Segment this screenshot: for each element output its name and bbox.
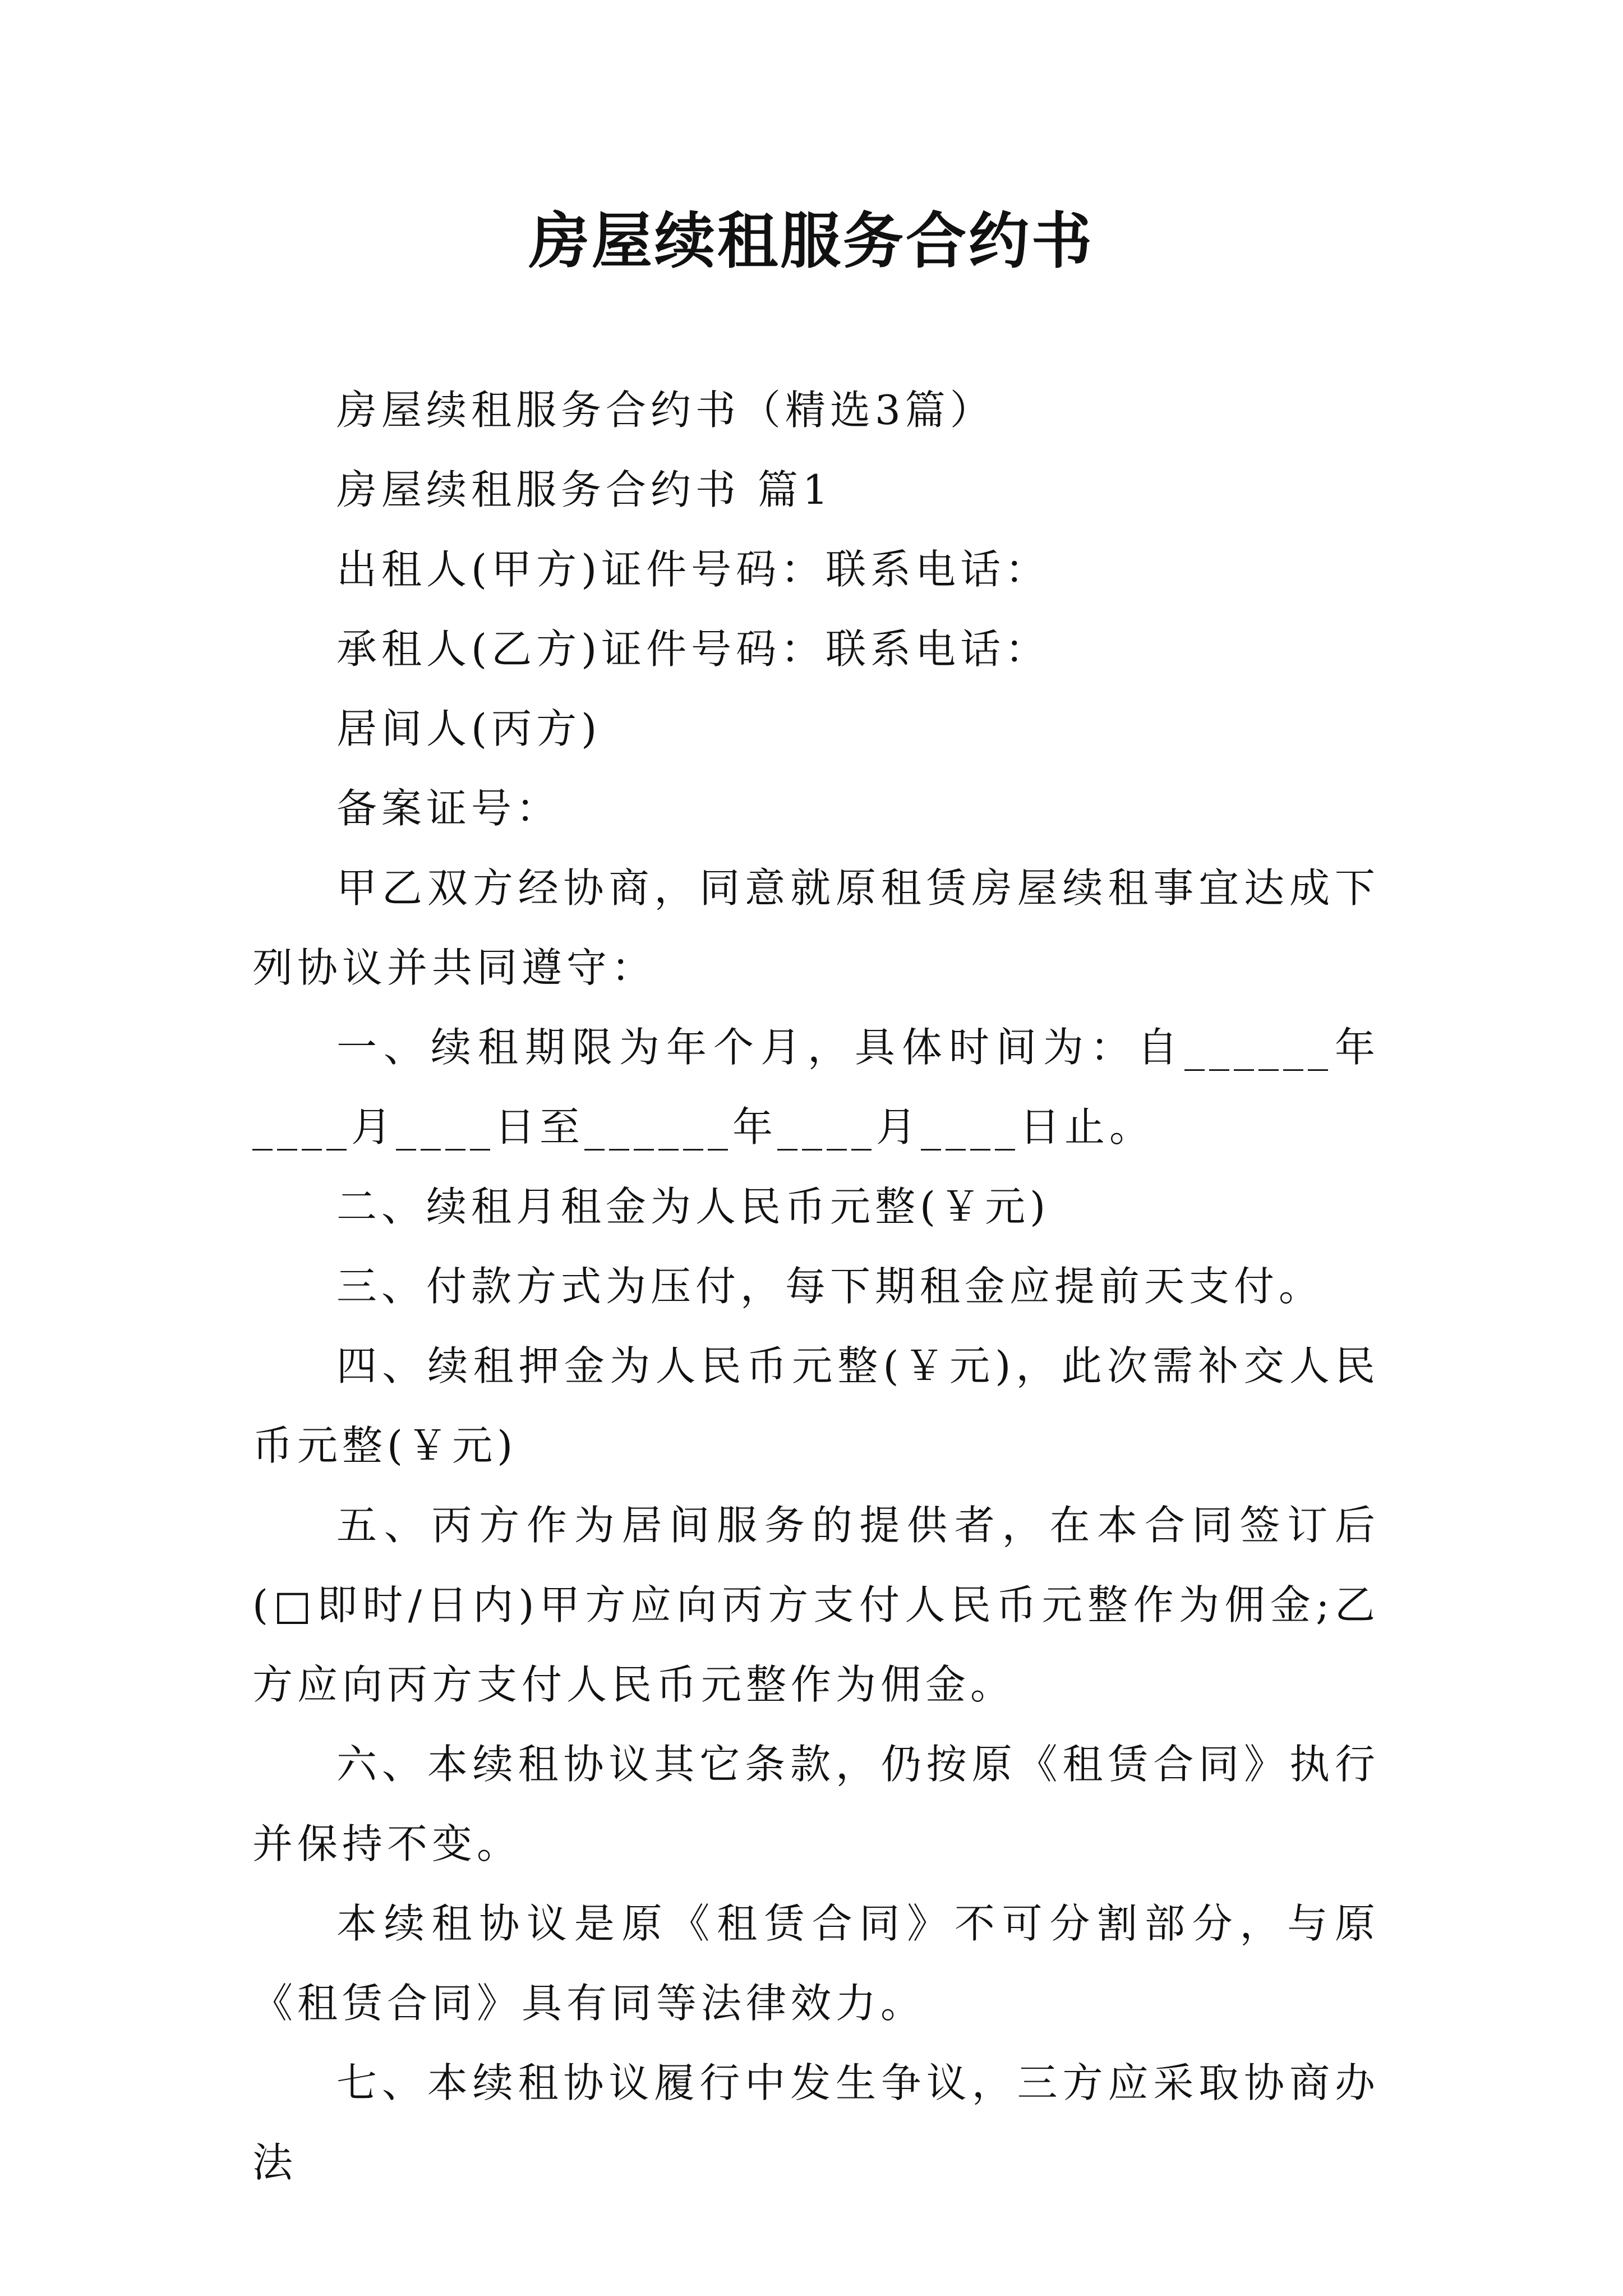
paragraph-intermediary: 居间人(丙方) [336, 705, 602, 752]
paragraph-lessor: 出租人(甲方)证件号码：联系电话： [336, 546, 1050, 593]
paragraph-validity: 本续租协议是原《租赁合同》不可分割部分，与原《租赁合同》具有同等法律效力。 [252, 1900, 1380, 2027]
document-title: 房屋续租服务合约书 [528, 206, 1094, 277]
paragraph-clause-1: 一、续租期限为年个月，具体时间为：自______年____月____日至______年____月____日止。 [252, 1024, 1380, 1151]
paragraph-clause-6: 六、本续租协议其它条款，仍按原《租赁合同》执行并保持不变。 [252, 1741, 1380, 1867]
paragraph-subtitle: 房屋续租服务合约书（精选3篇） [336, 386, 995, 434]
paragraph-preamble: 甲乙双方经协商，同意就原租赁房屋续租事宜达成下列协议并共同遵守： [252, 864, 1380, 991]
paragraph-lessee: 承租人(乙方)证件号码：联系电话： [336, 625, 1050, 673]
paragraph-clause-4: 四、续租押金为人民币元整(￥元)，此次需补交人民币元整(￥元) [252, 1342, 1380, 1469]
paragraph-clause-7: 七、本续租协议履行中发生争议，三方应采取协商办法 [252, 2059, 1380, 2186]
paragraph-record-number: 备案证号： [336, 785, 561, 832]
paragraph-section-heading: 房屋续租服务合约书 篇1 [336, 466, 833, 513]
paragraph-clause-5: 五、丙方作为居间服务的提供者，在本合同签订后(□即时/日内)甲方应向丙方支付人民币元整作为佣金;乙方应向丙方支付人民币元整作为佣金。 [252, 1502, 1380, 1708]
paragraph-clause-3: 三、付款方式为压付，每下期租金应提前天支付。 [336, 1263, 1324, 1310]
paragraph-clause-2: 二、续租月租金为人民币元整(￥元) [336, 1183, 1050, 1230]
document-body [252, 370, 1380, 2202]
